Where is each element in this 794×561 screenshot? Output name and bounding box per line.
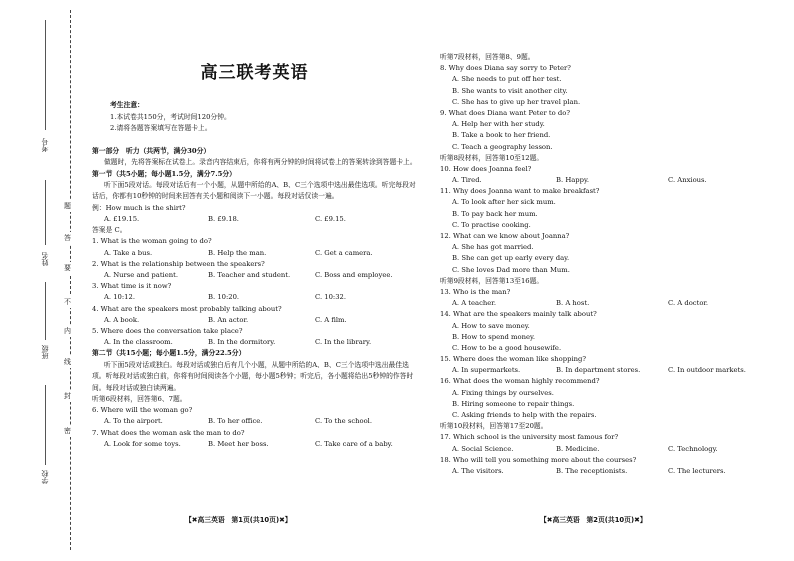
school-line [45,385,46,465]
options-row [440,365,785,376]
material-label: 听第10段材料，回答第17至20题。 [440,422,548,431]
school-field: 学校 [41,470,49,484]
options-row [92,315,417,326]
option: B. She wants to visit another city. [452,86,568,95]
option: B. To pay back her mum. [452,209,538,218]
section2-intro: 听下面5段对话或独白。每段对话或独白后有几个小题，从题中所给的A、B、C三个选项中选出最佳选项。听每段对话或独白前，你将有时间阅读各个小题，每小题5秒钟；听完后，各小题将给出5秒钟的作答时间。每段对话或独白读两遍。 [92,360,414,392]
question-text: 2. What is the relationship between the speakers? [92,259,265,268]
option: B. Help the man. [208,248,267,257]
option: A. A book. [104,315,140,324]
section2-heading: 第二节（共15小题；每小题1.5分，满分22.5分） [92,349,246,358]
options-row [92,337,417,348]
question-text: 13. Who is the man? [440,287,511,296]
binding-dashed-line [70,10,71,550]
footer-page-1: 【✖高三英语 第1页(共10页)✖】 [185,516,292,524]
seal-char: 密 [64,427,71,435]
left-column [92,146,417,450]
option: C. Teach a geography lesson. [452,142,553,151]
option: B. A host. [556,299,590,308]
seal-char: 内 [64,327,71,335]
option: C. How to be a good housewife. [452,343,562,352]
options-row [440,298,785,309]
options-row [92,416,417,427]
seal-char: 不 [64,298,71,306]
right-column [440,52,785,477]
class-line [45,282,46,340]
material-label: 听第8段材料，回答第10至12题。 [440,153,544,162]
question-text: 14. What are the speakers mainly talk about? [440,310,597,319]
part1-heading: 第一部分 听力（共两节，满分30分） [92,147,211,155]
question-text: 18. Who will tell you something more about the courses? [440,455,637,464]
question-text: 15. Where does the woman like shopping? [440,355,586,364]
options-row [440,444,785,455]
option: A. A teacher. [452,299,496,308]
options-row [92,292,417,303]
option: A. How to save money. [452,321,530,330]
option: B. How to spend money. [452,332,536,341]
option: C. Anxious. [668,176,707,185]
option: B. She can get up early every day. [452,254,570,263]
option: B. Teacher and student. [208,271,291,279]
option: A. She has got married. [452,243,534,252]
option: A. Nurse and patient. [104,271,179,279]
option: A. Look for some toys. [104,439,181,448]
option: A. Social Science. [452,444,514,453]
option: B. Hiring someone to repair things. [452,399,575,408]
section1-heading: 第一节（共5小题；每小题1.5分，满分7.5分） [92,169,236,178]
seal-char: 答 [64,234,71,242]
question-text: 12. What can we know about Joanna? [440,232,570,240]
option: C. She loves Dad more than Mum. [452,265,570,274]
option: C. A doctor. [668,299,709,308]
example-answer: 答案是 C。 [92,226,127,235]
option: A. 10:12. [104,293,135,302]
options-row [92,248,417,259]
question-text: 10. How does Joanna feel? [440,164,532,173]
option: C. Get a camera. [315,248,373,257]
option: B. The receptionists. [556,466,628,475]
question-text: 16. What does the woman highly recommend? [440,377,600,386]
option: C. Boss and employee. [315,271,393,279]
material-label: 听第9段材料，回答第13至16题。 [440,276,544,285]
option: A. In supermarkets. [452,366,521,375]
option: A. In the classroom. [104,338,173,347]
option: A. To look after her sick mum. [452,198,556,207]
option: C. To the school. [315,417,373,426]
option: C. A film. [315,315,347,324]
option: B. 10:20. [208,293,240,302]
option: B. In the dormitory. [208,338,276,347]
option: B. Meet her boss. [208,439,269,448]
name-line [45,180,46,245]
notice-item: 2.请将各题答案填写在答题卡上。 [110,124,212,132]
option: C. Asking friends to help with the repairs. [452,411,597,419]
option: C. In the library. [315,338,372,347]
option: B. Happy. [556,176,590,185]
option: C. The lecturers. [668,466,726,475]
option: A. Help her with her study. [452,120,545,129]
footer-page-2: 【✖高三英语 第2页(共10页)✖】 [540,516,647,524]
name-field: 姓名 [41,252,49,266]
question-text: 8. Why does Diana say sorry to Peter? [440,64,571,73]
seal-char: 题 [64,202,71,210]
options-row [440,175,785,186]
exam-number-field: 考号 [41,138,49,152]
option: A. Tired. [452,176,482,185]
question-text: 1. What is the woman going to do? [92,237,212,246]
material-label: 听第7段材料，回答第8、9题。 [440,53,535,61]
option: B. Take a book to her friend. [452,131,551,140]
option: C. 10:32. [315,293,347,302]
option: B. £9.18. [208,215,239,224]
section1-intro: 听下面5段对话。每段对话后有一个小题，从题中所给的A、B、C三个选项中选出最佳选项。听完每段对话后，你都有10秒钟的时间来回答有关小题和阅读下一小题。每段对话仅读一遍。 [92,180,416,201]
option: A. Fixing things by ourselves. [452,388,554,397]
option: B. In department stores. [556,366,641,375]
example-options [92,214,417,225]
options-row [92,270,417,281]
question-text: 5. Where does the conversation take place? [92,326,243,335]
question-text: 11. Why does Joanna want to make breakfast? [440,187,600,196]
class-field: 班级 [41,345,49,359]
option: B. To her office. [208,417,263,426]
question-text: 6. Where will the woman go? [92,406,193,415]
question-text: 9. What does Diana want Peter to do? [440,108,570,117]
notice-block [110,100,410,135]
option: A. She needs to put off her test. [452,75,562,84]
question-text: 7. What does the woman ask the man to do? [92,428,245,437]
option: B. Medicine. [556,444,600,453]
question-text: 17. Which school is the university most famous for? [440,433,619,442]
option: C. Technology. [668,444,718,453]
option: C. To practise cooking. [452,220,531,229]
seal-char: 线 [64,358,71,366]
option: C. She has to give up her travel plan. [452,97,581,106]
seal-char: 要 [64,264,71,272]
option: C. Take care of a baby. [315,439,393,448]
option: A. To the airport. [104,417,163,426]
options-row [440,466,785,477]
option: A. The visitors. [452,466,504,475]
example-question: 例：How much is the shirt? [92,203,186,212]
notice-item: 1.本试卷共150分，考试时间120分钟。 [110,112,231,121]
option: C. £9.15. [315,215,346,224]
option: A. Take a bus. [104,248,153,257]
options-row [92,439,417,450]
question-text: 4. What are the speakers most probably talking about? [92,304,282,313]
page-title: 高三联考英语 [200,63,309,83]
option: B. An actor. [208,315,249,324]
option: C. In outdoor markets. [668,366,746,375]
seal-char: 封 [64,392,71,400]
notice-heading: 考生注意： [110,101,144,109]
part1-intro: 做题时，先将答案标在试卷上。录音内容结束后，你将有两分钟的时间将试卷上的答案转涂到答题卡上。 [104,158,417,167]
option: A. £19.15. [104,215,140,224]
material-label: 听第6段材料，回答第6、7题。 [92,395,187,403]
question-text: 3. What time is it now? [92,282,172,291]
exam-number-line [45,20,46,130]
